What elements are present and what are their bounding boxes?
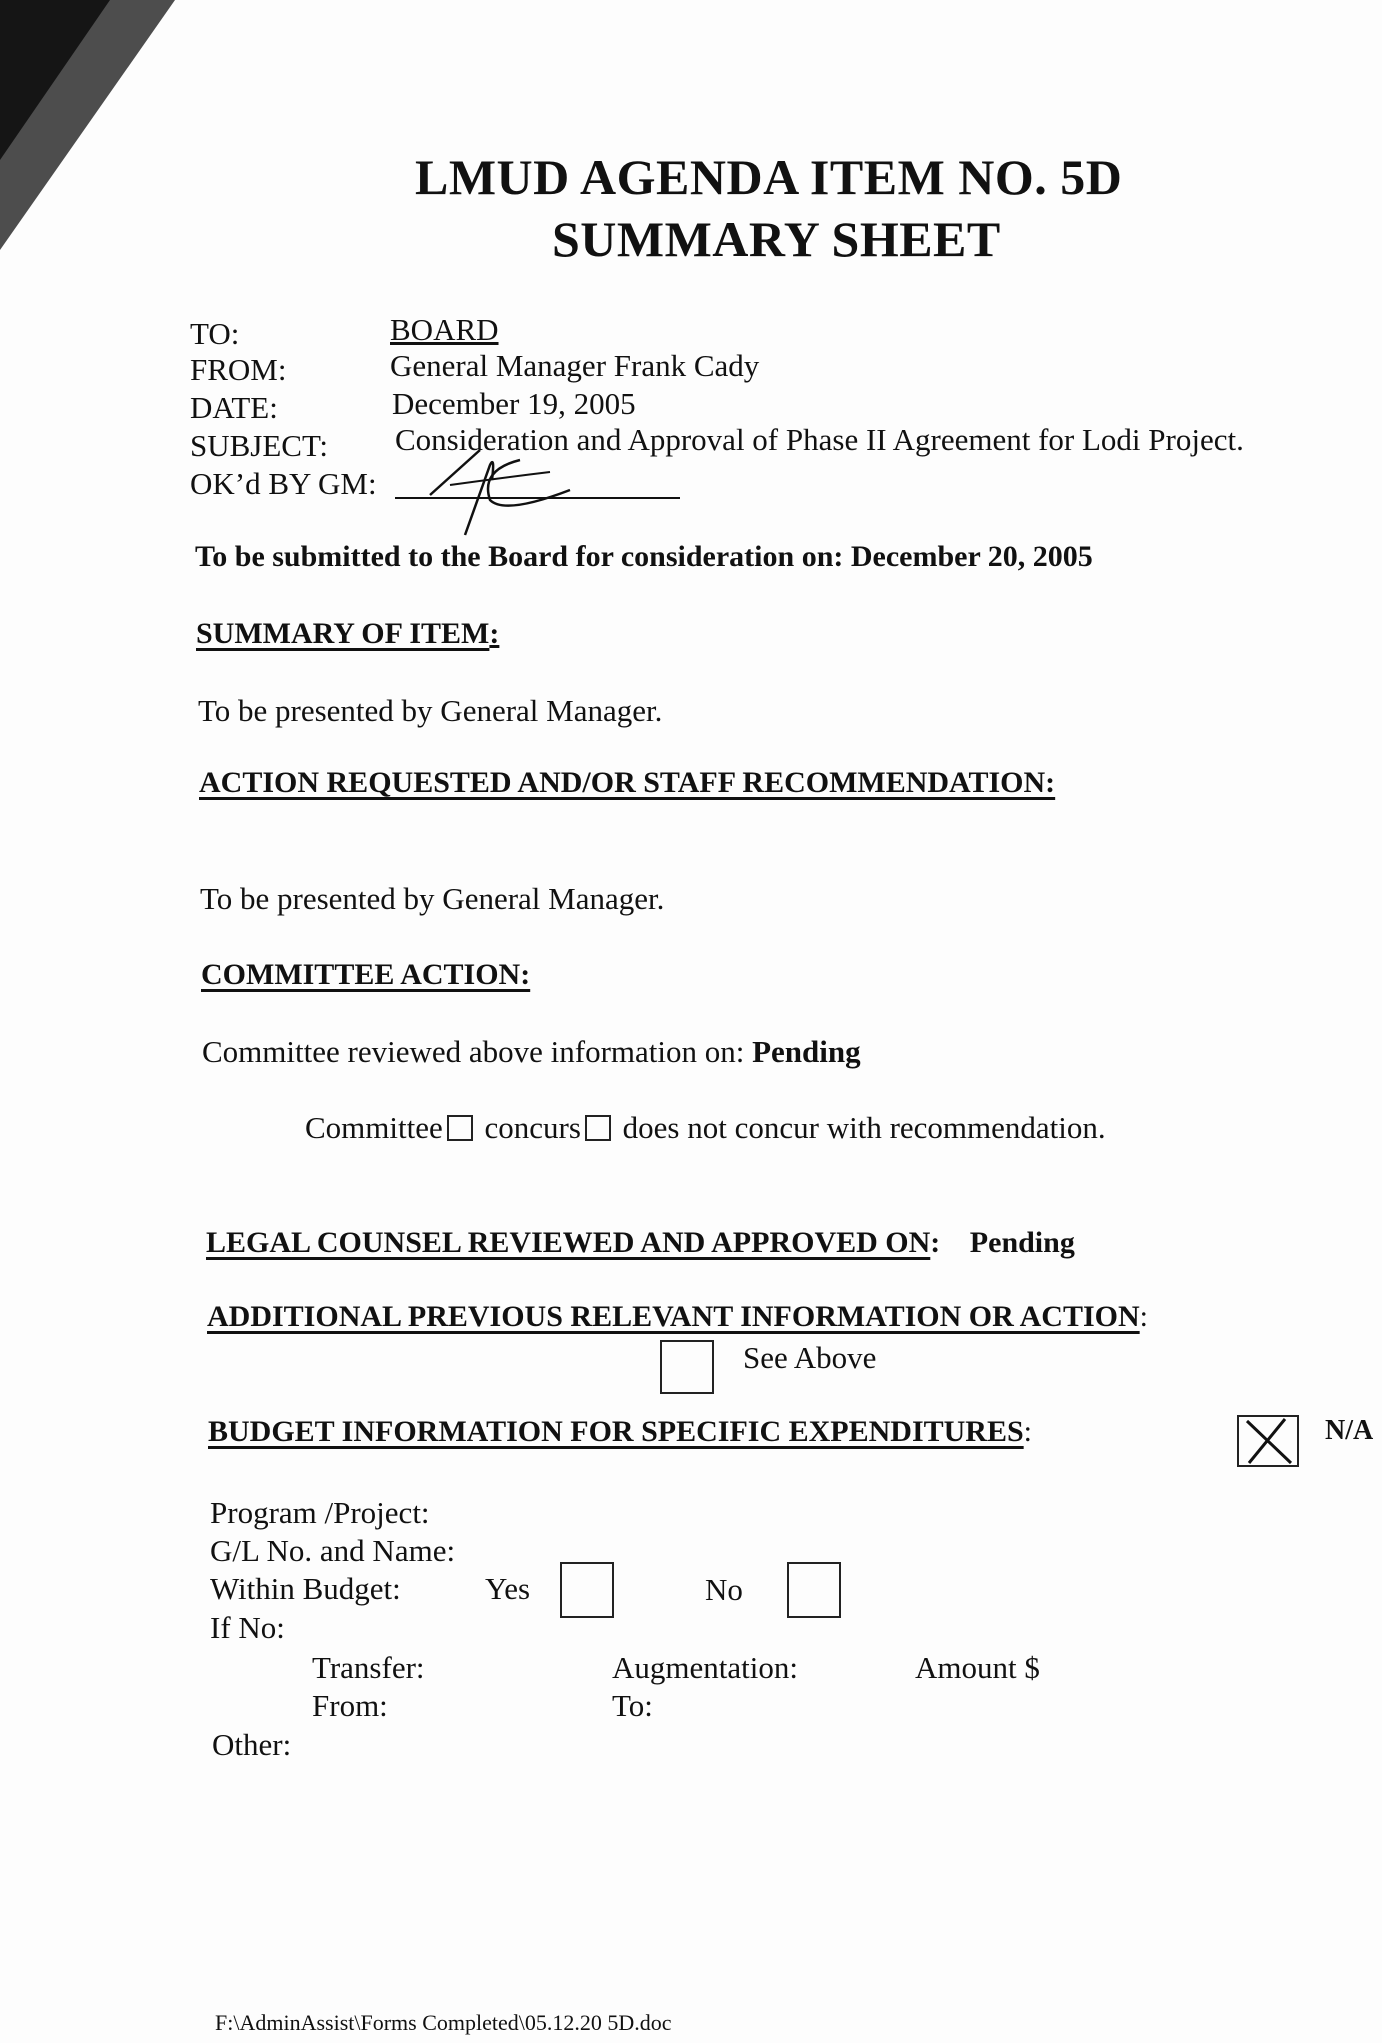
summary-heading-wrap xyxy=(196,617,499,651)
budget-heading-colon: : xyxy=(1023,1415,1032,1448)
from-label: FROM: xyxy=(190,352,287,387)
within-budget-label: Within Budget: xyxy=(210,1571,401,1606)
to-value: BOARD xyxy=(390,312,499,347)
additional-info-colon: : xyxy=(1139,1300,1148,1333)
legal-counsel-colon: : xyxy=(930,1226,941,1259)
yes-label: Yes xyxy=(485,1571,531,1606)
scan-corner-fold xyxy=(0,0,110,160)
action-requested-text: To be presented by General Manager. xyxy=(200,881,665,916)
additional-info-line xyxy=(207,1300,1148,1334)
from-value: General Manager Frank Cady xyxy=(390,348,760,383)
action-requested-heading: ACTION REQUESTED AND/OR STAFF RECOMMENDATION: xyxy=(199,766,1056,799)
program-project-label: Program /Project: xyxy=(210,1495,430,1530)
document-file-path: F:\AdminAssist\Forms Completed\05.12.20 5D.doc xyxy=(215,2010,672,2035)
budget-heading: BUDGET INFORMATION FOR SPECIFIC EXPENDITURES xyxy=(208,1415,1024,1448)
legal-counsel-line xyxy=(206,1226,1075,1260)
summary-text: To be presented by General Manager. xyxy=(198,693,663,728)
na-checkbox[interactable] xyxy=(1237,1415,1299,1467)
within-budget-no-checkbox[interactable] xyxy=(787,1562,841,1618)
legal-counsel-value: Pending xyxy=(969,1226,1075,1259)
amount-label: Amount $ xyxy=(915,1650,1040,1685)
other-label: Other: xyxy=(212,1727,292,1762)
title-line-2: SUMMARY SHEET xyxy=(552,211,1001,267)
legal-counsel-heading: LEGAL COUNSEL REVIEWED AND APPROVED ON xyxy=(206,1226,931,1259)
summary-heading: SUMMARY OF ITEM xyxy=(196,617,490,650)
gm-signature-mark xyxy=(420,440,580,540)
additional-info-heading: ADDITIONAL PREVIOUS RELEVANT INFORMATION OR ACTION xyxy=(207,1300,1140,1333)
submitted-to-board-text: To be submitted to the Board for consideration on: December 20, 2005 xyxy=(195,540,1093,573)
does-not-concur-checkbox[interactable] xyxy=(585,1115,611,1141)
subject-label: SUBJECT: xyxy=(190,428,328,463)
transfer-label: Transfer: xyxy=(312,1650,425,1685)
date-label: DATE: xyxy=(190,390,278,425)
na-checkmark-x-icon xyxy=(1239,1417,1297,1465)
within-budget-yes-checkbox[interactable] xyxy=(560,1562,614,1618)
concurs-checkbox[interactable] xyxy=(447,1115,473,1141)
gl-no-name-label: G/L No. and Name: xyxy=(210,1533,456,1568)
see-above-checkbox[interactable] xyxy=(660,1340,714,1394)
budget-heading-line xyxy=(208,1415,1032,1449)
no-label: No xyxy=(705,1572,743,1607)
okd-by-gm-label: OK’d BY GM: xyxy=(190,466,377,501)
augmentation-to-label: To: xyxy=(612,1688,653,1723)
if-no-label: If No: xyxy=(210,1610,285,1645)
date-value: December 19, 2005 xyxy=(392,386,636,421)
subject-value: Consideration and Approval of Phase II Agreement for Lodi Project. xyxy=(395,422,1244,457)
committee-reviewed-prefix: Committee reviewed above information on: xyxy=(202,1034,745,1069)
na-label: N/A xyxy=(1325,1415,1374,1446)
concurs-label: concurs xyxy=(484,1110,581,1145)
committee-concur-line xyxy=(305,1110,1106,1146)
title-line-1: LMUD AGENDA ITEM NO. 5D xyxy=(415,149,1123,205)
augmentation-label: Augmentation: xyxy=(612,1650,798,1685)
summary-heading-colon: : xyxy=(489,617,500,650)
to-label: TO: xyxy=(190,316,240,351)
committee-action-heading: COMMITTEE ACTION: xyxy=(201,958,531,991)
transfer-from-label: From: xyxy=(312,1688,388,1723)
committee-reviewed-line xyxy=(202,1034,861,1070)
committee-label: Committee xyxy=(305,1110,443,1145)
see-above-label: See Above xyxy=(743,1340,877,1375)
does-not-concur-label: does not concur with recommendation. xyxy=(622,1110,1106,1145)
committee-reviewed-value: Pending xyxy=(752,1034,861,1069)
